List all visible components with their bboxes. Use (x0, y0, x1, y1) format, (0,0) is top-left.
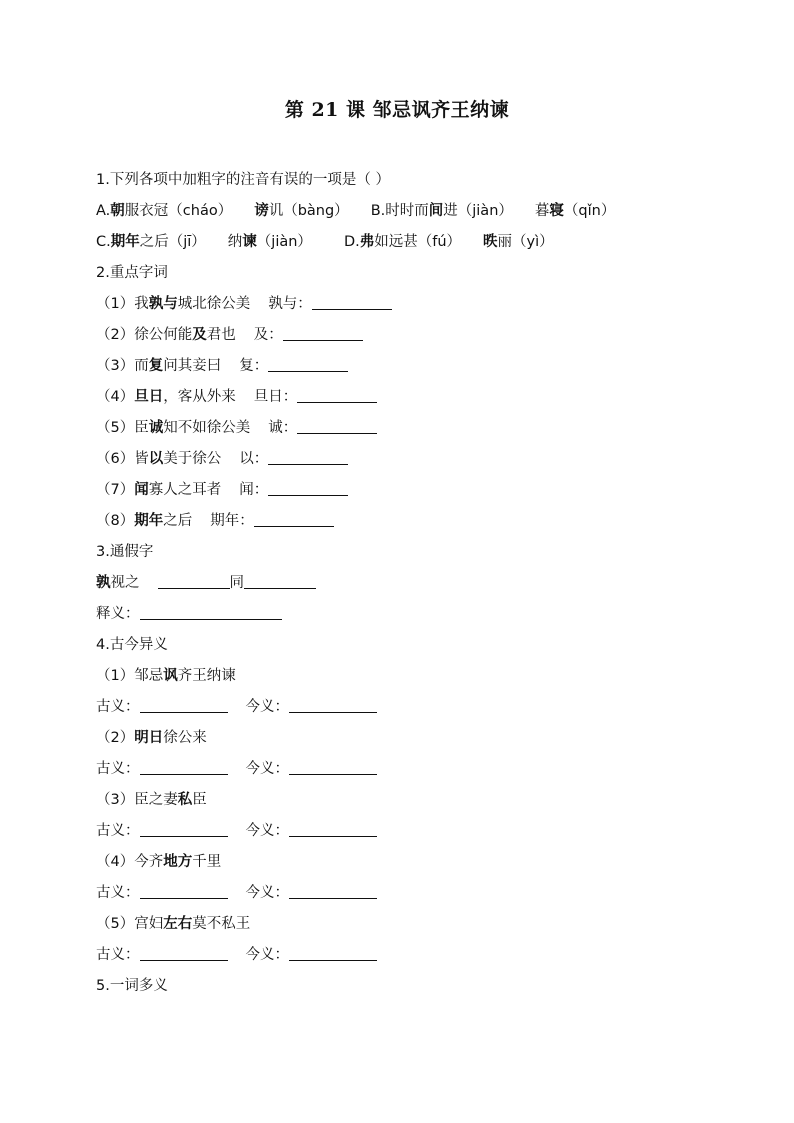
item-text-pre: 今齐 (134, 854, 164, 870)
item-number: （3） (96, 792, 135, 808)
option-a-label: A. (96, 203, 111, 219)
answer-blank[interactable] (289, 835, 377, 837)
item-text-post: 寡人之耳者 (148, 482, 222, 498)
item-text-pre: 徐公何能 (134, 327, 193, 343)
q4-item (96, 723, 716, 754)
option-b-pre1: 时时而 (385, 203, 429, 219)
item-number: （7） (96, 482, 135, 498)
option-c-part2: （jiàn） (256, 234, 312, 250)
bold-char: 闻 (134, 482, 149, 498)
item-number: （2） (96, 327, 135, 343)
item-text-post: 知不如徐公美 (163, 420, 251, 436)
meaning-label: 释义： (96, 606, 140, 622)
q4-answer-row (96, 940, 716, 971)
bold-char: 孰 (96, 575, 111, 591)
answer-blank[interactable] (140, 711, 228, 713)
bold-char: 间 (428, 203, 444, 219)
item-text-pre: 宫妇 (134, 916, 164, 932)
q4-item (96, 661, 716, 692)
option-d-part1: 如远甚（fú） (374, 234, 462, 250)
option-a-part1: 服衣冠（cháo） (124, 203, 233, 219)
option-c-pre2: 纳 (227, 234, 243, 250)
item-number: （1） (96, 668, 135, 684)
q2-item (96, 320, 716, 351)
answer-blank[interactable] (297, 432, 377, 434)
ancient-label: 古义： (96, 823, 140, 839)
item-text-post: 臣 (192, 792, 207, 808)
q4-list (96, 661, 716, 971)
term-label: 闻： (239, 482, 269, 498)
q3-word: 视之 (110, 575, 140, 591)
answer-blank[interactable] (289, 897, 377, 899)
answer-blank[interactable] (140, 835, 228, 837)
answer-blank[interactable] (283, 339, 363, 341)
option-b-label: B. (370, 203, 386, 219)
worksheet-content (96, 165, 716, 1002)
ancient-label: 古义： (96, 885, 140, 901)
q4-heading: 4.古今异义 (96, 637, 168, 653)
term-label: 期年： (210, 513, 254, 529)
q1-stem: 1.下列各项中加粗字的注音有误的一项是（ ） (96, 172, 390, 188)
q2-item (96, 444, 716, 475)
answer-blank[interactable] (268, 494, 348, 496)
q2-list (96, 289, 716, 537)
q3-same-label: 同 (229, 575, 244, 591)
item-text-pre: 邹忌 (134, 668, 164, 684)
answer-blank[interactable] (140, 618, 282, 620)
q3-heading: 3.通假字 (96, 544, 154, 560)
item-text-post: 美于徐公 (163, 451, 222, 467)
bold-char: 昳 (483, 234, 498, 250)
item-number: （6） (96, 451, 135, 467)
bold-char: 寝 (549, 203, 564, 219)
answer-blank[interactable] (289, 711, 377, 713)
q2-item (96, 413, 716, 444)
answer-blank[interactable] (140, 959, 228, 961)
q2-item (96, 475, 716, 506)
bold-char: 旦日 (134, 389, 164, 405)
bold-char: 左右 (163, 916, 193, 932)
bold-char: 谤 (254, 203, 269, 219)
q1-options-ab (96, 196, 716, 227)
option-d-label: D. (343, 234, 360, 250)
answer-blank[interactable] (312, 308, 392, 310)
answer-blank[interactable] (244, 587, 316, 589)
bold-char: 及 (192, 327, 207, 343)
item-number: （8） (96, 513, 135, 529)
q4-answer-row (96, 754, 716, 785)
q4-item (96, 785, 716, 816)
item-number: （5） (96, 916, 135, 932)
item-number: （2） (96, 730, 135, 746)
modern-label: 今义： (245, 699, 289, 715)
option-b-part1: 进（jiàn） (443, 203, 513, 219)
q4-item (96, 909, 716, 940)
option-c-label: C. (96, 234, 111, 250)
q2-heading: 2.重点字词 (96, 265, 168, 281)
q4-item (96, 847, 716, 878)
item-text-post: 城北徐公美 (177, 296, 251, 312)
term-label: 旦日： (253, 389, 298, 405)
bold-char: 地方 (163, 854, 193, 870)
bold-char: 以 (148, 451, 164, 467)
q5-heading: 5.一词多义 (96, 978, 168, 994)
answer-blank[interactable] (289, 773, 377, 775)
item-text-pre: 臣之妻 (134, 792, 178, 808)
answer-blank[interactable] (268, 463, 348, 465)
item-text-post: ，客从外来 (163, 389, 236, 405)
modern-label: 今义： (245, 885, 289, 901)
bold-char: 复 (148, 358, 164, 374)
q2-item (96, 351, 716, 382)
answer-blank[interactable] (158, 587, 230, 589)
item-text-post: 齐王纳谏 (177, 668, 236, 684)
item-text-post: 千里 (192, 854, 222, 870)
item-text-pre: 而 (134, 358, 149, 374)
option-b-pre2: 暮 (534, 203, 550, 219)
item-text-post: 之后 (163, 513, 193, 529)
bold-char: 谏 (242, 234, 257, 250)
q2-item (96, 382, 716, 413)
q4-answer-row (96, 878, 716, 909)
page-title: 第 21 课 邹忌讽齐王纳谏 (284, 99, 510, 121)
answer-blank[interactable] (268, 370, 348, 372)
answer-blank[interactable] (297, 401, 377, 403)
option-c-part1: 之后（jī） (139, 234, 206, 250)
bold-char: 朝 (110, 203, 125, 219)
q3-item (96, 568, 716, 599)
item-text-post: 问其妾曰 (163, 358, 222, 374)
q2-item (96, 289, 716, 320)
bold-char: 期年 (134, 513, 164, 529)
term-label: 孰与： (268, 296, 312, 312)
modern-label: 今义： (245, 947, 289, 963)
answer-blank[interactable] (254, 525, 334, 527)
item-number: （5） (96, 420, 135, 436)
item-text-post: 莫不私王 (192, 916, 251, 932)
item-text-pre: 我 (134, 296, 149, 312)
bold-char: 诚 (148, 420, 164, 436)
answer-blank[interactable] (289, 959, 377, 961)
item-text-post: 君也 (206, 327, 236, 343)
item-number: （4） (96, 389, 135, 405)
option-b-part2: （qǐn） (563, 203, 616, 219)
ancient-label: 古义： (96, 699, 140, 715)
item-text-pre: 皆 (134, 451, 149, 467)
bold-char: 讽 (163, 668, 178, 684)
modern-label: 今义： (245, 761, 289, 777)
bold-char: 弗 (359, 234, 375, 250)
option-a-part2: 讥（bàng） (268, 203, 349, 219)
item-number: （1） (96, 296, 135, 312)
q4-answer-row (96, 816, 716, 847)
q1-options-cd (96, 227, 716, 258)
q2-item (96, 506, 716, 537)
item-number: （3） (96, 358, 135, 374)
term-label: 复： (239, 358, 269, 374)
item-text-post: 徐公来 (163, 730, 207, 746)
ancient-label: 古义： (96, 761, 140, 777)
ancient-label: 古义： (96, 947, 140, 963)
answer-blank[interactable] (140, 773, 228, 775)
term-label: 以： (239, 451, 269, 467)
item-number: （4） (96, 854, 135, 870)
option-d-part2: 丽（yì） (497, 234, 554, 250)
bold-char: 明日 (134, 730, 164, 746)
answer-blank[interactable] (140, 897, 228, 899)
term-label: 诚： (268, 420, 298, 436)
term-label: 及： (253, 327, 283, 343)
bold-char: 期年 (110, 234, 140, 250)
bold-char: 孰与 (148, 296, 178, 312)
q3-meaning (96, 599, 716, 630)
item-text-pre: 臣 (134, 420, 149, 436)
bold-char: 私 (177, 792, 193, 808)
q4-answer-row (96, 692, 716, 723)
modern-label: 今义： (245, 823, 289, 839)
